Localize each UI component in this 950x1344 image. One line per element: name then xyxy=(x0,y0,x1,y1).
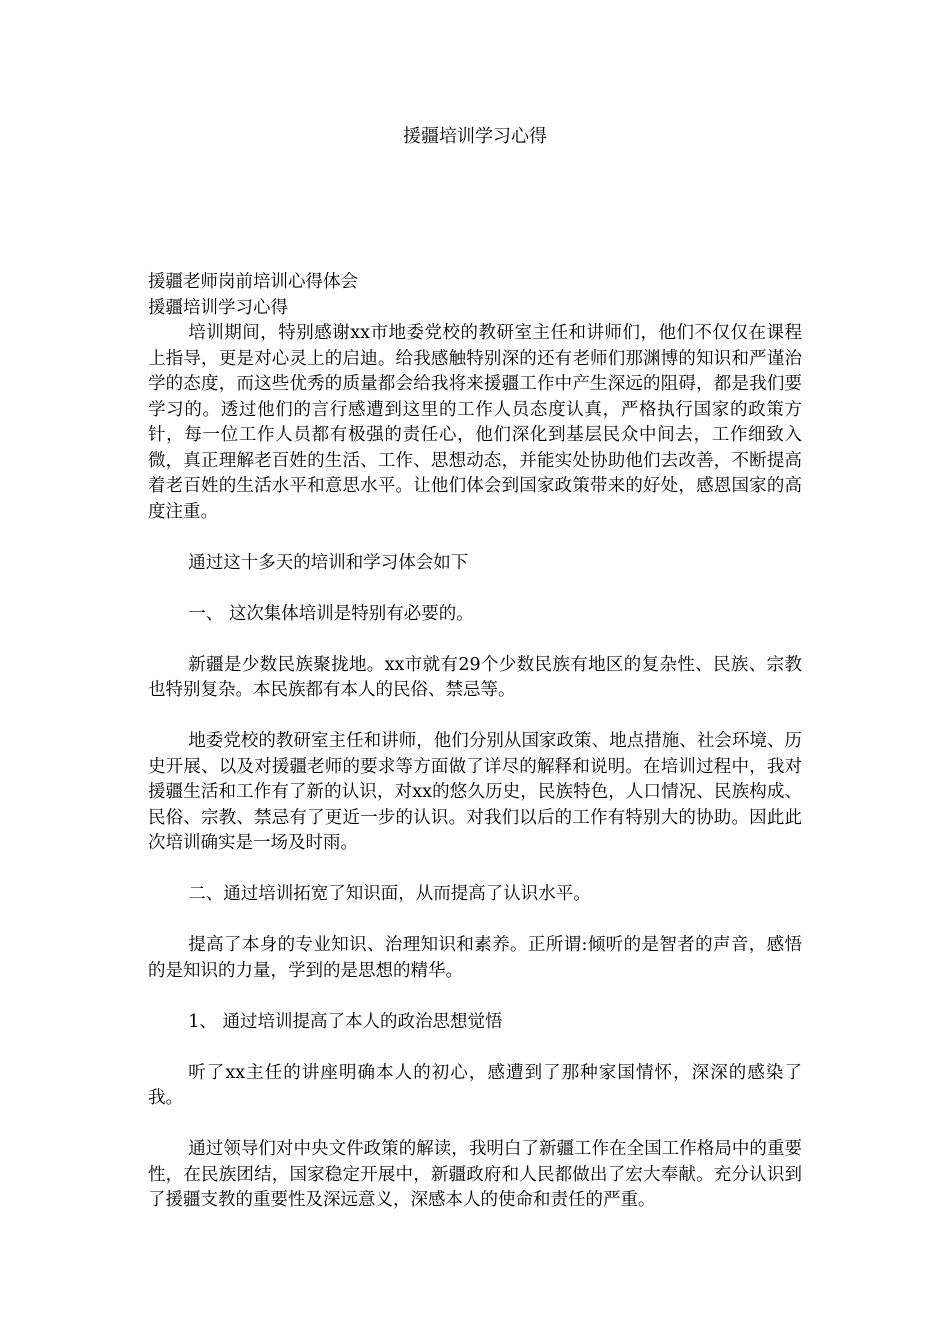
paragraph-policy: 通过领导们对中央文件政策的解读，我明白了新疆工作在全国工作格局中的重要性，在民族团结，国家稳定开展中，新疆政府和人民都做出了宏大奉献。充分认识到了援疆支教的重要性及深远意义，深感本人的使命和责任的严重。 xyxy=(148,1139,802,1210)
document-body xyxy=(148,270,802,1239)
paragraph-xinjiang-ethnic: 新疆是少数民族聚拢地。xx市就有29个少数民族有地区的复杂性、民族、宗教也特别复杂。本民族都有本人的民俗、禁忌等。 xyxy=(148,654,802,700)
paragraph-summary-lead: 通过这十多天的培训和学习体会如下 xyxy=(188,552,469,573)
subheading-training-experience: 援疆老师岗前培训心得体会 xyxy=(148,272,358,292)
paragraph-intro: 培训期间，特别感谢xx市地委党校的教研室主任和讲师们，他们不仅仅在课程上指导，更是对心灵上的启迪。给我感触特别深的还有老师们那渊博的知识和严谨治学的态度，而这些优秀的质量都会给我将来援疆工作中产生深远的阻碍，都是我们要学习的。透过他们的言行感遭到这里的工作人员态度认真，严格执行国家的政策方针，每一位工作人员都有极强的责任心，他们深化到基层民众中间去，工作细致入微，真正理解老百姓的生活、工作、思想动态，并能实处协助他们去改善，不断提高着老百姓的生活水平和意思水平。让他们体会到国家政策带来的好处，感恩国家的高度注重。 xyxy=(148,323,802,522)
subheading-study-notes: 援疆培训学习心得 xyxy=(148,297,288,318)
subsection-heading-1: 1、 通过培训提高了本人的政治思想觉悟 xyxy=(188,1011,503,1032)
document-title: 援疆培训学习心得 xyxy=(403,126,547,147)
paragraph-lecture: 听了xx主任的讲座明确本人的初心，感遭到了那种家国情怀，深深的感染了我。 xyxy=(148,1062,802,1108)
paragraph-party-school: 地委党校的教研室主任和讲师，他们分别从国家政策、地点措施、社会环境、历史开展、以及对援疆老师的要求等方面做了详尽的解释和说明。在培训过程中，我对援疆生活和工作有了新的认识，对xx的悠久历史，民族特色，人口情况、民族构成、民俗、宗教、禁忌有了更近一步的认识。对我们以后的工作有特别大的协助。因此此次培训确实是一场及时雨。 xyxy=(148,731,802,853)
section-heading-2: 二、通过培训拓宽了知识面，从而提高了认识水平。 xyxy=(188,884,591,904)
section-heading-1: 一、 这次集体培训是特别有必要的。 xyxy=(188,603,474,624)
paragraph-knowledge: 提高了本身的专业知识、治理知识和素养。正所谓:倾听的是智者的声音，感悟的是知识的力量，学到的是思想的精华。 xyxy=(148,935,802,981)
